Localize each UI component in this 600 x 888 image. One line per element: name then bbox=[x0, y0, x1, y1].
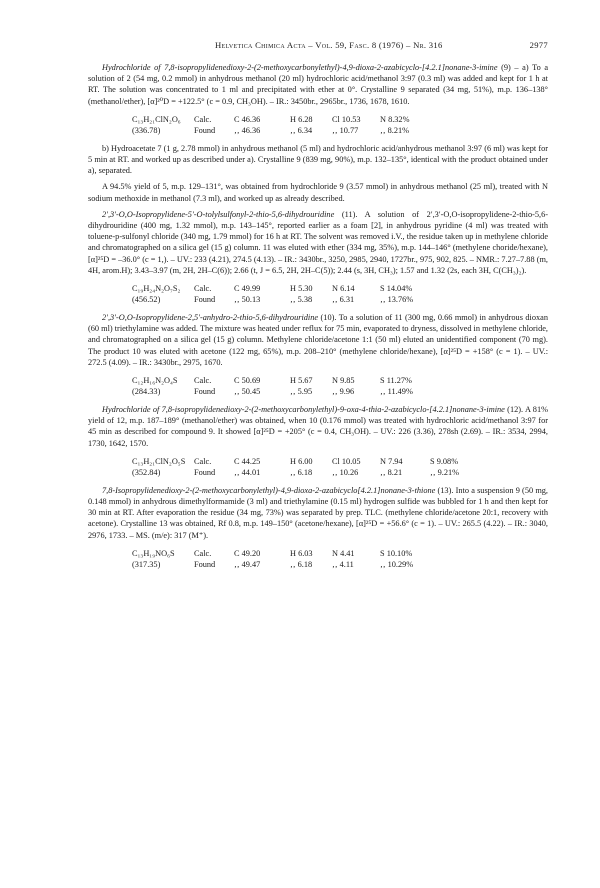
calc-value: H 6.28 bbox=[290, 114, 313, 124]
analysis-2 bbox=[132, 283, 548, 305]
found-label: Found bbox=[194, 295, 216, 305]
found-label: Found bbox=[194, 559, 216, 569]
calc-value: C 49.20 bbox=[234, 548, 261, 558]
formula: C₁₃H₂₁ClN₂O₅S bbox=[132, 456, 186, 466]
formula: C₁₃H₂₁ClN₂O₆ bbox=[132, 114, 181, 124]
analysis-1 bbox=[132, 114, 548, 136]
calc-value: S 9.08% bbox=[430, 456, 459, 466]
molecular-weight: (317.35) bbox=[132, 559, 161, 569]
paragraph-compound-13: 7,8-Isopropylidenedioxy-2-(2-methoxycarbonylethyl)-4,9-dioxa-2-azabicyclo[4.2.1]nonane-3-thione (13). Into a suspension 9 (50 mg, 0.148 mmol) in anhydrous dimethylformamide (3 ml) and triethylamine (0.15 ml) hydrogen sulfide was bubbled for 1 h and then kept for 30 min at RT. After evaporation the residue (34 mg, 73%) was separated by prep. TLC. (methylene chloride/acetone 20:1, recovery with acetone). Crystalline 13 was obtained, Rf 0.8, m.p. 149–150° (acetone/hexane), [α]²⁵D = +56.6° (c = 1). – UV.: 265.5 (4.22). – IR.: 3040, 2976, 1733. – MS. (m/e): 317 (M⁺). bbox=[88, 485, 548, 540]
calc-value: H 5.67 bbox=[290, 376, 313, 386]
found-value: ‚‚ 10.26 bbox=[332, 467, 359, 477]
calc-label: Calc. bbox=[194, 376, 212, 386]
calc-value: C 46.36 bbox=[234, 114, 261, 124]
calc-value: Cl 10.53 bbox=[332, 114, 361, 124]
found-value: ‚‚ 10.29% bbox=[380, 559, 414, 569]
found-value: ‚‚ 49.47 bbox=[234, 559, 261, 569]
found-value: ‚‚ 9.21% bbox=[430, 467, 460, 477]
calc-value: H 6.00 bbox=[290, 456, 313, 466]
calc-value: H 5.30 bbox=[290, 284, 313, 294]
calc-value: S 10.10% bbox=[380, 548, 413, 558]
molecular-weight: (284.33) bbox=[132, 387, 161, 397]
found-value: ‚‚ 50.13 bbox=[234, 295, 261, 305]
paragraph-compound-11: 2′,3′-O,O-Isopropylidene-5′-O-tolylsulfonyl-2-thio-5,6-dihydrouridine (11). A solution of 2′,3′-O,O-isopropylidene-2-thio-5,6-dihydrouridine (400 mg, 1.32 mmol), m.p. 143–145°, reported earlier as a foam [2], in anhydrous pyridine (4 ml) was treated with toluene-p-sulfonyl chloride (340 mg, 1.79 mmol) for 16 h at RT. The solvent was removed i.V., the residue taken up in methylene chloride and chromatographed on a silica gel (15 g) column. 11 was eluted with ether (334 mg, 35%), m.p. 144–146° (methylene choride/hexane), [α]²⁵D = –36.0° (c = 1,). – UV.: 233 (4.21), 274.5 (4.13). – IR.: 3430br., 3250, 2985, 2940, 1727br., 975, 902, 825. – NMR.: 7.27–7.88 (m, 4H, arom.H); 3.43–3.97 (m, 2H, 2H–C(6)); 2.66 (t, J = 6.5, 2H, 2H–C(5)); 2.44 (s, 3H, CH₃); 1.57 and 1.32 (2s, each 3H, C(CH₃)₂). bbox=[88, 209, 548, 275]
running-header bbox=[88, 40, 548, 50]
found-value: ‚‚ 8.21% bbox=[380, 125, 410, 135]
found-label: Found bbox=[194, 125, 216, 135]
analysis-5 bbox=[132, 548, 548, 570]
analysis-3 bbox=[132, 375, 548, 397]
calc-value: C 44.25 bbox=[234, 456, 261, 466]
found-value: ‚‚ 10.77 bbox=[332, 125, 359, 135]
found-value: ‚‚ 9.96 bbox=[332, 387, 355, 397]
found-value: ‚‚ 4.11 bbox=[332, 559, 354, 569]
found-value: ‚‚ 44.01 bbox=[234, 467, 261, 477]
found-value: ‚‚ 6.31 bbox=[332, 295, 355, 305]
found-value: ‚‚ 5.95 bbox=[290, 387, 313, 397]
found-value: ‚‚ 11.49% bbox=[380, 387, 413, 397]
found-value: ‚‚ 46.36 bbox=[234, 125, 261, 135]
found-value: ‚‚ 6.34 bbox=[290, 125, 313, 135]
found-value: ‚‚ 6.18 bbox=[290, 467, 313, 477]
calc-value: S 14.04% bbox=[380, 284, 413, 294]
calc-value: N 6.14 bbox=[332, 284, 355, 294]
found-value: ‚‚ 8.21 bbox=[380, 467, 403, 477]
journal-header: Helvetica Chimica Acta – Vol. 59, Fasc. 8 (1976) – Nr. 316 bbox=[215, 40, 443, 50]
molecular-weight: (352.84) bbox=[132, 467, 161, 477]
paragraph-hydroacetate: b) Hydroacetate 7 (1 g, 2.78 mmol) in anhydrous methanol (5 ml) and hydrochloric acid/anhydrous methanol 3:97 (6 ml) was kept for 5 min at RT. and worked up as described under a). Crystalline 9 (839 mg, 90%), m.p. 132–135°, identical with the product obtained under a), separated. bbox=[88, 143, 548, 176]
paragraph-compound-10: 2′,3′-O,O-Isopropylidene-2,5′-anhydro-2-thio-5,6-dihydrouridine (10). To a solution of 11 (300 mg, 0.66 mmol) in anhydrous dioxan (60 ml) triethylamine was added. The mixture was heated under reflux for 75 min, evaporated to dryness, dissolved in methylene chloride, and chromatographed on a silica gel (15 g) column. Methylene chloride/acetone 1:1 (50 ml) eluted an unidentified component (70 mg). The product 10 was eluted with acetone (122 mg, 65%), m.p. 208–210° (methylene chloride/hexane), [α]²⁵D = +158° (c = 1). – UV.: 272.5 (4.09). – IR.: 3430br., 2975, 1670. bbox=[88, 313, 548, 367]
formula: C₁₃H₁₉NO₆S bbox=[132, 548, 175, 558]
analysis-4 bbox=[132, 456, 548, 478]
found-label: Found bbox=[194, 467, 216, 477]
found-value: ‚‚ 50.45 bbox=[234, 387, 261, 397]
calc-value: C 50.69 bbox=[234, 376, 261, 386]
calc-label: Calc. bbox=[194, 114, 212, 124]
found-label: Found bbox=[194, 387, 216, 397]
calc-value: H 6.03 bbox=[290, 548, 313, 558]
found-value: ‚‚ 6.18 bbox=[290, 559, 313, 569]
found-value: ‚‚ 5.38 bbox=[290, 295, 313, 305]
calc-value: N 4.41 bbox=[332, 548, 355, 558]
paragraph-compound-9: Hydrochloride of 7,8-isopropylidenedioxy-2-(2-methoxycarbonylethyl)-4,9-dioxa-2-azabicyclo-[4.2.1]nonane-3-imine (9) – a) To a solution of 2 (54 mg, 0.2 mmol) in anhydrous methanol (20 ml) hydrochloric acid/methanol 3:97 (0.3 ml) was added and kept for 1 h at RT. The solution was concentrated to 1 ml and precipitated with ether at 0°. Crystalline 9 separated (34 mg, 51%), m.p. 136–138° (methanol/ether), [α]²⁰D = +122.5° (c = 0.9, CH₃OH). – IR.: 3450br., 2965br., 1736, 1678, 1610. bbox=[88, 63, 549, 106]
formula: C₁₂H₁₆N₂O₄S bbox=[132, 376, 178, 386]
paragraph-compound-12: Hydrochloride of 7,8-isopropylidenedioxy-2-(2-methoxycarbonylethyl)-9-oxa-4-thia-2-azabicyclo-[4.2.1]nonane-3-imine (12). A 81% yield of 12, m.p. 187–189° (methanol/ether) was obtained, when 10 (0.176 mmol) was treated with hydrochloric acid/methanol 3:97 for 45 min as described for compound 9. It showed [α]²⁵D = +205° (c = 0.4, CH₃OH). – UV.: 226 (3.36), 278sh (2.69). – IR.: 3534, 2994, 1730, 1642, 1570. bbox=[88, 405, 549, 448]
calc-label: Calc. bbox=[194, 548, 212, 558]
calc-value: N 8.32% bbox=[380, 114, 410, 124]
calc-value: Cl 10.05 bbox=[332, 456, 361, 466]
calc-label: Calc. bbox=[194, 284, 212, 294]
calc-value: S 11.27% bbox=[380, 376, 412, 386]
calc-value: N 9.85 bbox=[332, 376, 355, 386]
calc-label: Calc. bbox=[194, 456, 212, 466]
molecular-weight: (456.52) bbox=[132, 295, 161, 305]
calc-value: N 7.94 bbox=[380, 456, 403, 466]
journal-page bbox=[88, 40, 548, 577]
paragraph-yield: A 94.5% yield of 5, m.p. 129–131°, was obtained from hydrochloride 9 (3.57 mmol) in anhydrous methanol (25 ml), treated with N sodium methoxide in methanol (7.3 ml), and worked up as already described. bbox=[88, 182, 548, 203]
found-value: ‚‚ 13.76% bbox=[380, 295, 414, 305]
formula: C₁₉H₂₄N₂O₇S₂ bbox=[132, 284, 181, 294]
calc-value: C 49.99 bbox=[234, 284, 261, 294]
molecular-weight: (336.78) bbox=[132, 125, 161, 135]
page-number: 2977 bbox=[529, 40, 548, 50]
